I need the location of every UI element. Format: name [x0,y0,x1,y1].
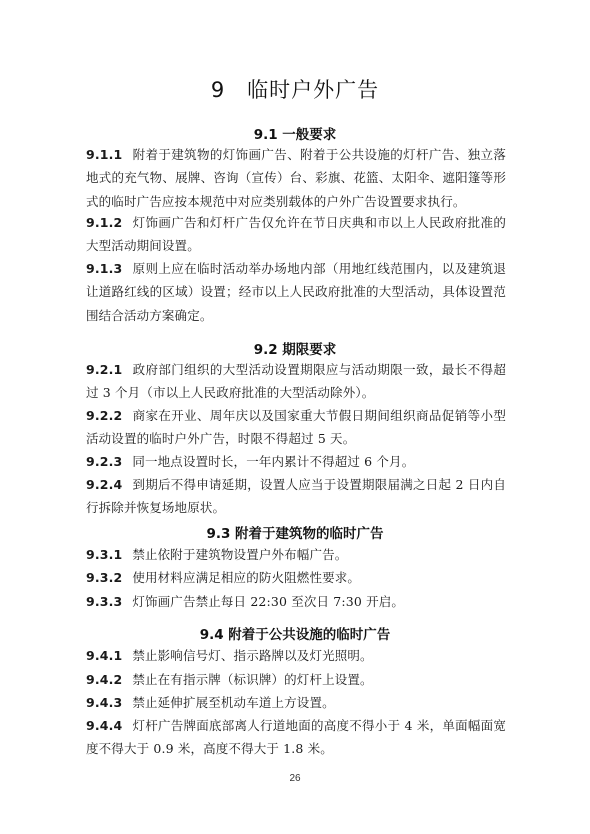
section-heading-9-3: 9.3 附着于建筑物的临时广告 [206,526,384,542]
clause-number: 9.4.2 [86,672,123,687]
clause-text: 使用材料应满足相应的防火阻燃性要求。 [132,570,361,585]
clause-text: 原则上应在临时活动举办场地内部（用地红线范围内，以及建筑退让道路红线的区域）设置；经市以上人民政府批准的大型活动，具体设置范围结合活动方案确定。 [86,261,506,323]
clause-text: 灯饰画广告和灯杆广告仅允许在节日庆典和市以上人民政府批准的大型活动期间设置。 [86,215,506,254]
clause-text: 附着于建筑物的灯饰画广告、附着于公共设施的灯杆广告、独立落地式的充气物、展牌、咨询（宣传）台、彩旗、花篮、太阳伞、遮阳篷等形式的临时广告应按本规范中对应类别载体的户外广告设置要求执行。 [86,147,506,209]
clause-text: 政府部门组织的大型活动设置期限应与活动期限一致，最长不得超过 3 个月（市以上人民政府批准的大型活动除外）。 [86,362,506,401]
clause-number: 9.3.3 [86,594,123,609]
page-number: 26 [289,773,301,784]
clause-9-4-2 [86,668,506,691]
clause-9-1-2 [86,211,506,258]
clause-number: 9.1.2 [86,215,123,230]
clause-number: 9.2.2 [86,408,123,423]
section-heading-9-4: 9.4 附着于公共设施的临时广告 [199,627,391,643]
clause-9-1-1 [86,143,506,213]
clause-text: 禁止延伸扩展至机动车道上方设置。 [132,695,335,710]
section-heading-9-1: 9.1 一般要求 [253,127,337,143]
clause-9-2-4 [86,473,506,520]
clause-text: 同一地点设置时长，一年内累计不得超过 6 个月。 [132,454,415,469]
clause-9-4-3 [86,691,506,714]
clause-number: 9.3.2 [86,570,123,585]
clause-9-4-4 [86,714,506,761]
clause-number: 9.1.3 [86,261,123,276]
clause-number: 9.2.1 [86,362,123,377]
clause-9-3-3 [86,590,506,613]
clause-number: 9.2.3 [86,454,123,469]
clause-text: 禁止依附于建筑物设置户外布幅广告。 [132,547,348,562]
clause-number: 9.4.3 [86,695,123,710]
clause-number: 9.1.1 [86,147,123,162]
clause-text: 灯饰画广告禁止每日 22:30 至次日 7:30 开启。 [132,594,405,609]
clause-number: 9.4.1 [86,648,123,663]
clause-9-2-3 [86,450,506,473]
chapter-title: 9 临时户外广告 [210,78,380,102]
clause-9-4-1 [86,644,506,667]
clause-9-3-2 [86,566,506,589]
clause-9-1-3 [86,257,506,327]
section-heading-9-2: 9.2 期限要求 [253,342,337,358]
clause-number: 9.4.4 [86,718,123,733]
clause-text: 到期后不得申请延期，设置人应当于设置期限届满之日起 2 日内自行拆除并恢复场地原状。 [86,477,506,516]
clause-number: 9.3.1 [86,547,123,562]
clause-text: 禁止在有指示牌（标识牌）的灯杆上设置。 [132,672,373,687]
clause-text: 禁止影响信号灯、指示路牌以及灯光照明。 [132,648,373,663]
clause-9-2-1 [86,358,506,405]
clause-text: 灯杆广告牌面底部离人行道地面的高度不得小于 4 米，单面幅面宽度不得大于 0.9 米，高度不得大于 1.8 米。 [86,718,506,757]
clause-number: 9.2.4 [86,477,123,492]
clause-9-2-2 [86,404,506,451]
clause-text: 商家在开业、周年庆以及国家重大节假日期间组织商品促销等小型活动设置的临时户外广告，时限不得超过 5 天。 [86,408,506,447]
clause-9-3-1 [86,543,506,566]
